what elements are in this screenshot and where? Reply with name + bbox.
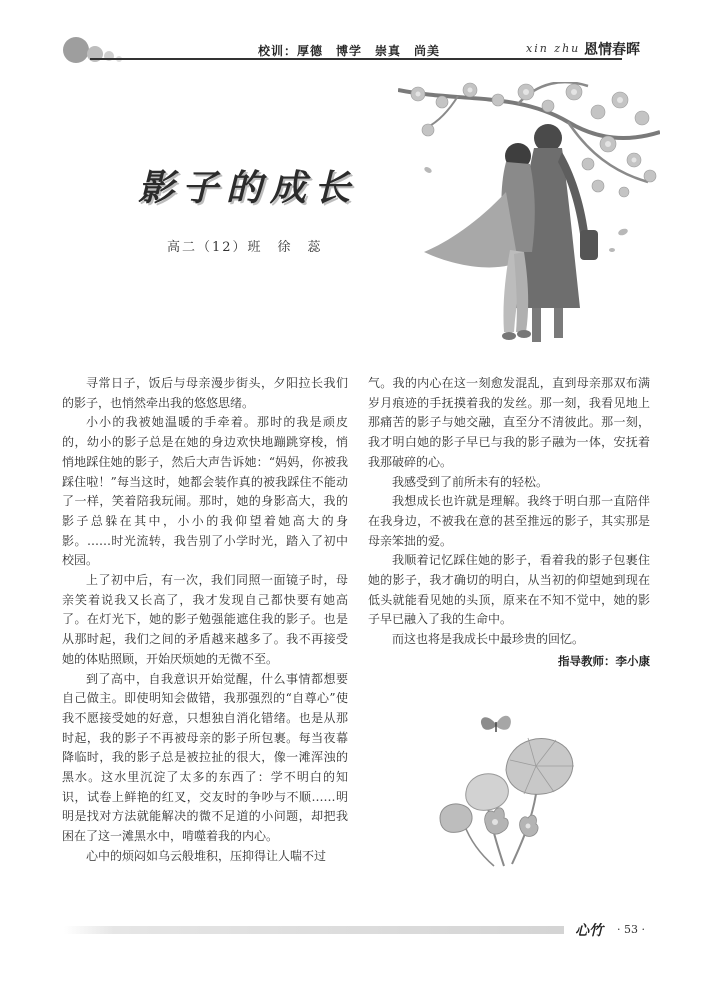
magazine-name: 心竹 bbox=[575, 923, 603, 939]
footer-bar bbox=[64, 926, 564, 934]
paragraph: 气。我的内心在这一刻愈发混乱，直到母亲那双布满岁月痕迹的手抚摸着我的发丝。那一刻，我看见地上那痛苦的影子与她交融，直至分不清彼此。那一刻，我才明白她的影子早已与我的影子融为一体，安抚着我那破碎的心。 bbox=[368, 376, 650, 469]
paragraph: 我想成长也许就是理解。我终于明白那一直陪伴在我身边，不被我在意的甚至推远的影子，其实那是母亲笨拙的爱。 bbox=[368, 494, 650, 548]
paragraph: 心中的烦闷如乌云般堆积，压抑得让人喘不过 bbox=[86, 848, 327, 863]
page-number: · 53 · bbox=[617, 923, 645, 936]
article-column-left bbox=[62, 374, 348, 867]
paragraph: 到了高中，自我意识开始觉醒，什么事情都想要自己做主。即使明知会做错，我那强烈的“自尊心”使我不愿接受她的好意，只想独自消化错绪。也是从那时起，我的影子不再被母亲的影子所包裹。每当夜幕降临时，我的影子总是被拉扯的很大，像一滩浑浊的黑水。这水里沉淀了太多的东西了：学不明白的知识，试卷上鲜艳的红叉，交友时的争吵与不顺……明明是找对方法就能解决的微不足道的小问题，却把我困在了这一滩黑水中，啃噬着我的内心。 bbox=[62, 671, 348, 844]
header-pinyin: xin zhu bbox=[526, 42, 581, 55]
paragraph: 我顺着记忆踩住她的影子，看着我的影子包裹住她的影子，我才确切的明白，从当初的仰望她到现在低头就能看见她的头顶，原来在不知不觉中，她的影子早已融入了我的生命中。 bbox=[368, 553, 650, 627]
column-name: 恩情春晖 bbox=[584, 42, 640, 58]
school-motto: 校训：厚德 博学 崇真 尚美 bbox=[258, 44, 441, 58]
lotus-butterfly-illustration-icon bbox=[428, 708, 588, 868]
paragraph: 小小的我被她温暖的手牵着。那时的我是顽皮的，幼小的影子总是在她的身边欢快地蹦跳穿梭，悄悄地踩住她的影子，然后大声告诉她：“妈妈，你被我踩住啦！”每当这时，她都会装作真的被我踩住不能动了一样，笑着陪我玩闹。那时，她的身影高大，我的影子总躲在其中，小小的我仰望着她高大的身影。……时光流转，我告别了小学时光，踏入了初中校园。 bbox=[62, 415, 348, 568]
page-header bbox=[0, 28, 713, 68]
article-title: 影子的成长 bbox=[138, 167, 359, 209]
article-column-right bbox=[368, 374, 650, 672]
paragraph: 我感受到了前所未有的轻松。 bbox=[392, 474, 549, 489]
grey-circles-decoration-icon bbox=[62, 34, 132, 68]
mother-daughter-blossom-illustration-icon bbox=[398, 82, 660, 354]
paragraph: 而这也将是我成长中最珍贵的回忆。 bbox=[392, 632, 585, 647]
paragraph: 寻常日子，饭后与母亲漫步街头，夕阳拉长我们的影子，也悄然牵出我的悠悠思绪。 bbox=[62, 376, 348, 410]
article-author: 高二（12）班 徐 蕊 bbox=[167, 240, 323, 255]
paragraph: 上了初中后，有一次，我们同照一面镜子时，母亲笑着说我又长高了，我才发现自己都快要有她高了。在灯光下，她的影子勉强能遮住我的影子。也是从那时起，我们之间的矛盾越来越多了。我不再接受她的体贴照顾，开始厌烦她的无微不至。 bbox=[62, 573, 348, 666]
advisor-credit: 指导教师：李小康 bbox=[558, 653, 650, 668]
